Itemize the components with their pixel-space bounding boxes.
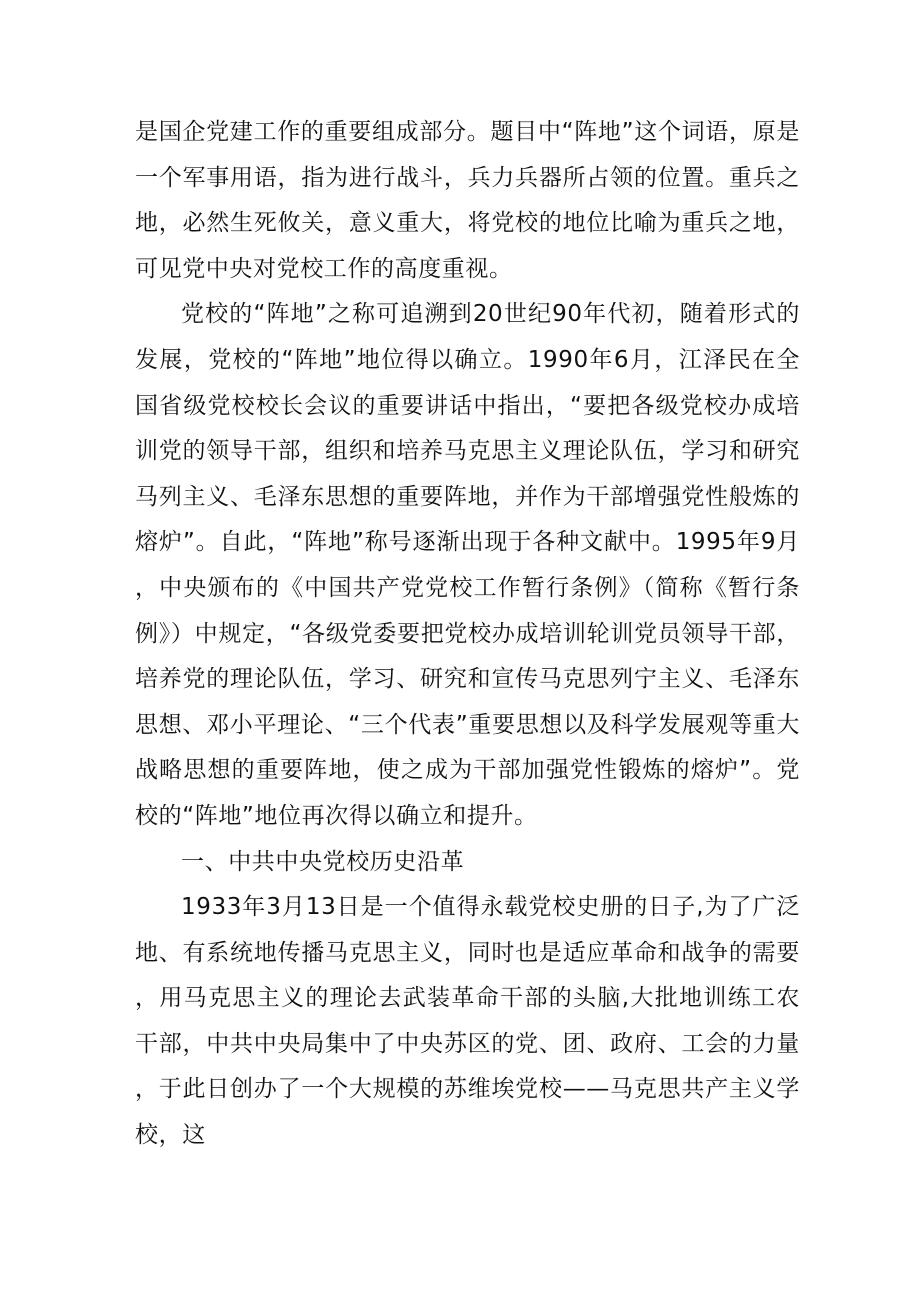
document-body: [135, 110, 800, 1159]
section-heading: 一、中共中央党校历史沿革: [181, 848, 465, 875]
paragraph-continuation: 是国企党建工作的重要组成部分。题目中“阵地”这个词语，原是一个军事用语，指为进行战斗，兵力兵器所占领的位置。重兵之地，必然生死攸关，意义重大，将党校的地位比喻为重兵之地，可见党中央对党校工作的高度重视。: [135, 119, 800, 282]
paragraph-founding-1933: 1933年3月13日是一个值得永载党校史册的日子,为了广泛地、有系统地传播马克思主义，同时也是适应革命和战争的需要，用马克思主义的理论去武装革命干部的头脑,大批地训练工农干部，中共中央局集中了中央苏区的党、团、政府、工会的力量，于此日创办了一个大规模的苏维埃党校——马克思共产主义学校，这: [135, 894, 800, 1149]
paragraph-position-history: 党校的“阵地”之称可追溯到20世纪90年代初，随着形式的发展，党校的“阵地”地位得以确立。1990年6月，江泽民在全国省级党校校长会议的重要讲话中指出，“要把各级党校办成培训党的领导干部，组织和培养马克思主义理论队伍，学习和研究马列主义、毛泽东思想的重要阵地，并作为干部增强党性般炼的熔炉”。自此，“阵地”称号逐渐出现于各种文献中。1995年9月，中央颁布的《中国共产党党校工作暂行条例》（简称《暂行条例》）中规定，“各级党委要把党校办成培训轮训党员领导干部，培养党的理论队伍，学习、研究和宣传马克思列宁主义、毛泽东思想、邓小平理论、“三个代表”重要思想以及科学发展观等重大战略思想的重要阵地，使之成为干部加强党性锻炼的熔炉”。党校的“阵地”地位再次得以确立和提升。: [135, 301, 800, 829]
